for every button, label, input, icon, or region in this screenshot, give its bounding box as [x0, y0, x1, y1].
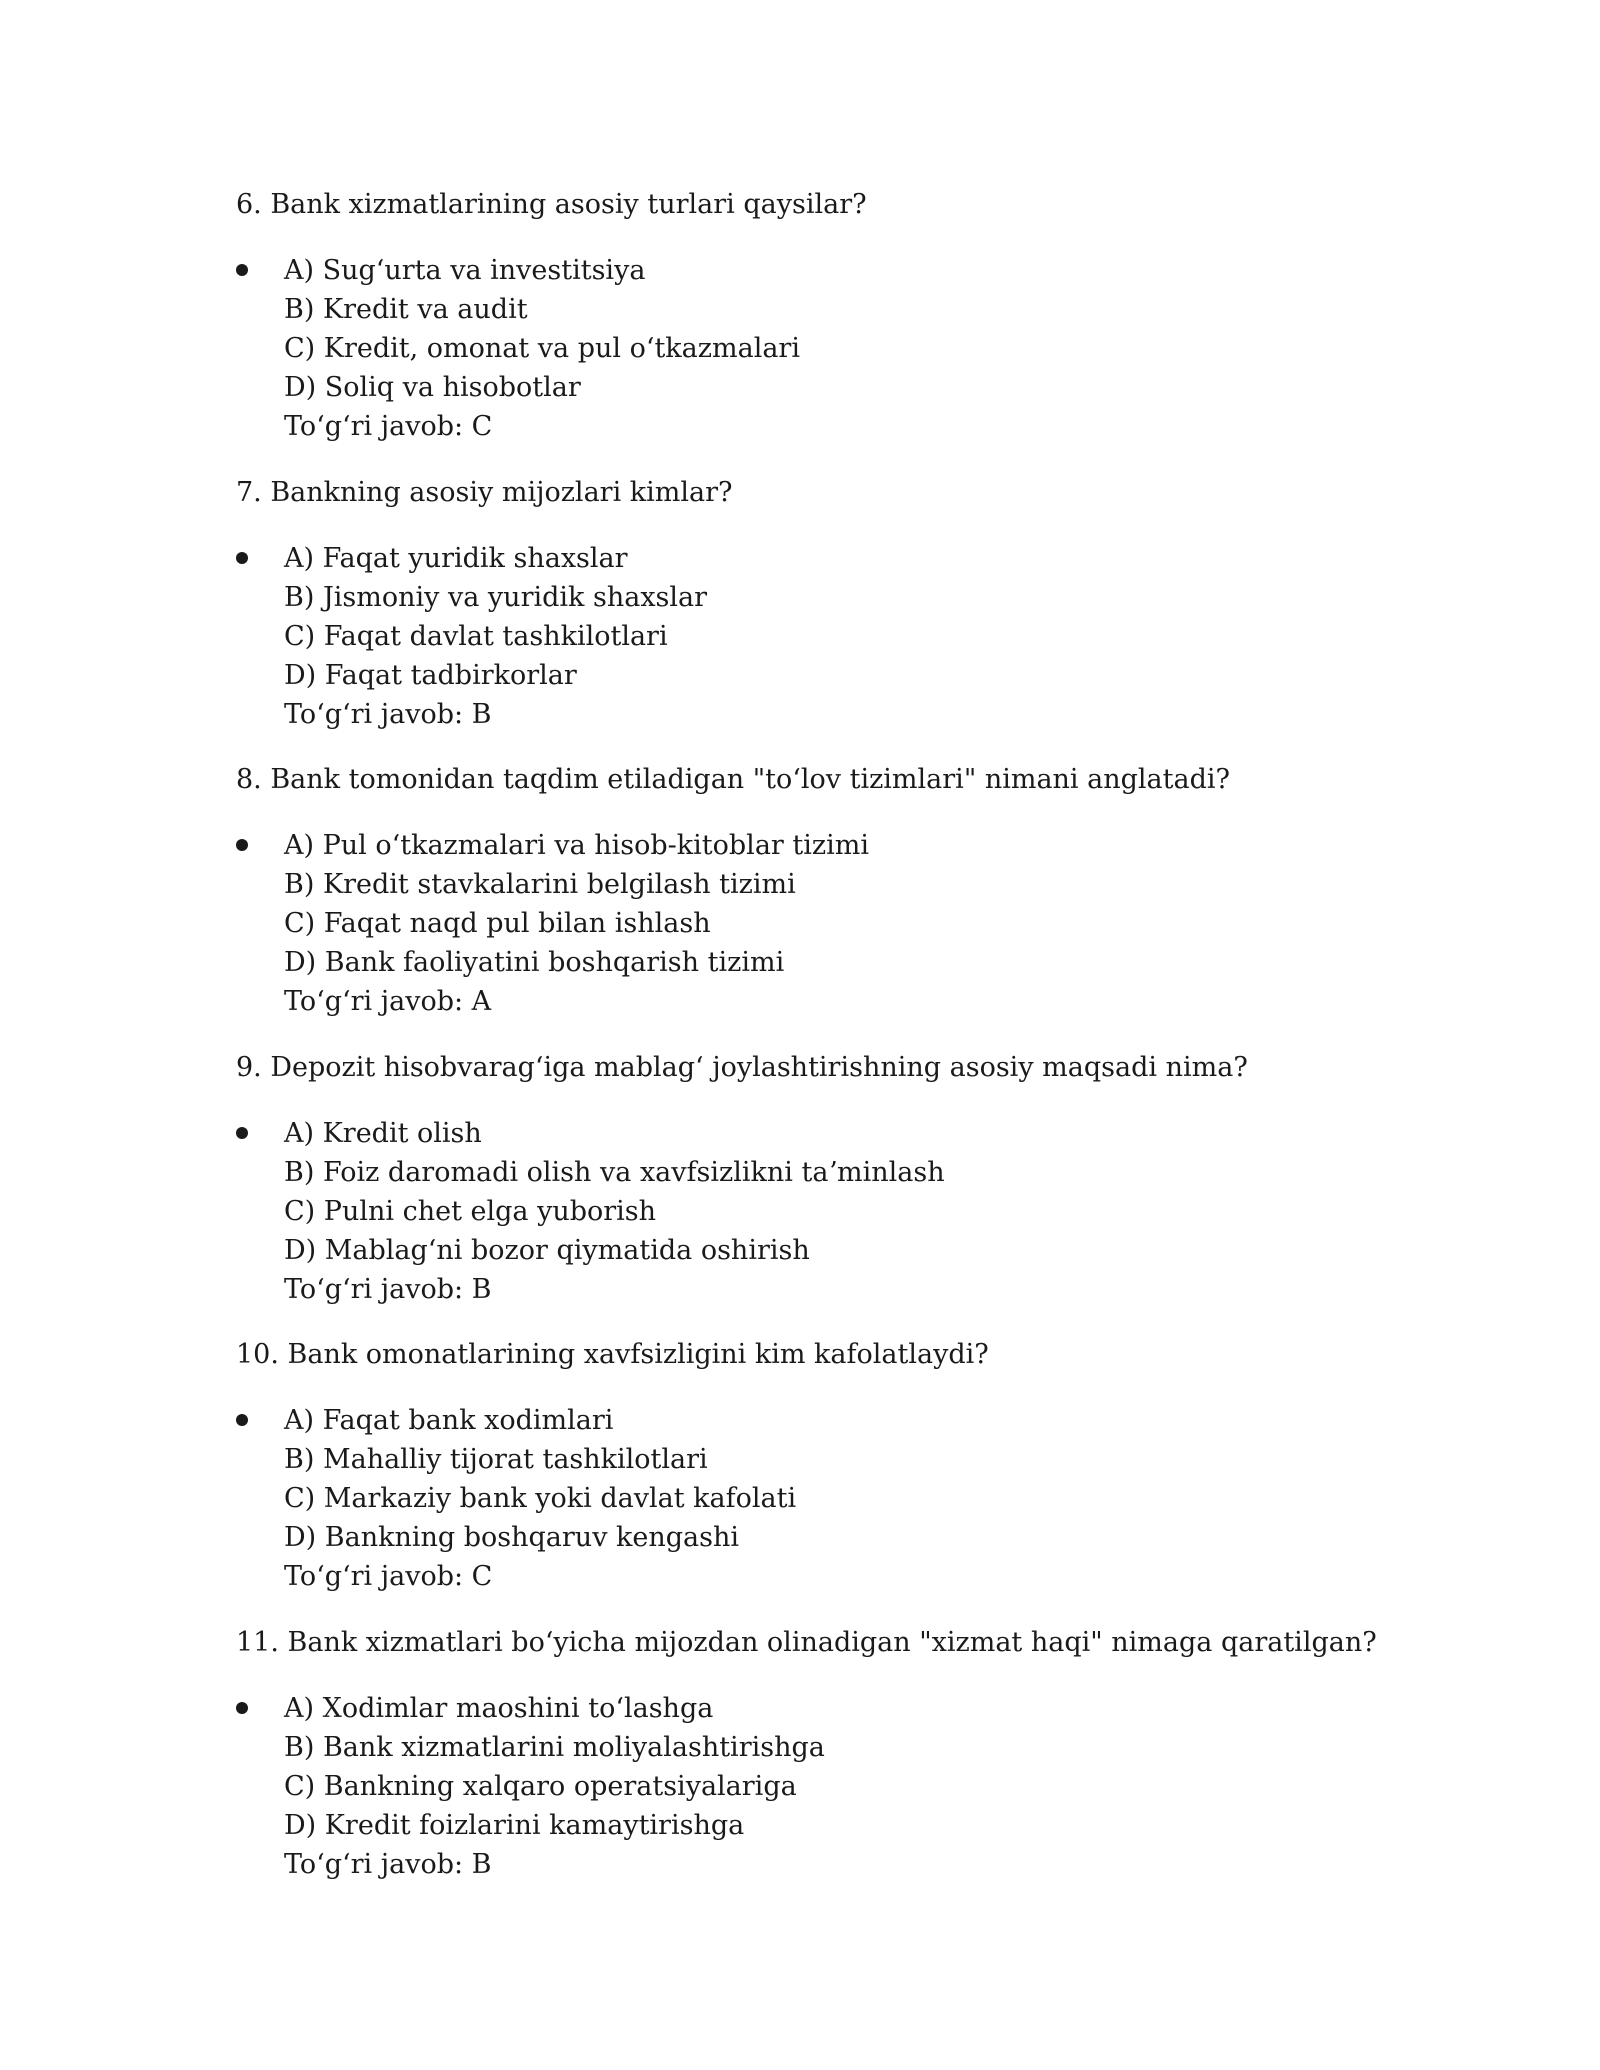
option-b: B) Foiz daromadi olish va xavfsizlikni taʼminlash	[284, 1157, 945, 1188]
option-c: C) Faqat davlat tashkilotlari	[284, 621, 668, 652]
option-a: A) Xodimlar maoshini toʻlashga	[284, 1693, 714, 1724]
option-d: D) Soliq va hisobotlar	[284, 372, 581, 403]
question-title: 10. Bank omonatlarining xavfsizligini kim kafolatlaydi?	[236, 1339, 989, 1370]
options-list	[284, 826, 869, 1021]
question-title: 8. Bank tomonidan taqdim etiladigan "toʻlov tizimlari" nimani anglatadi?	[236, 764, 1230, 795]
option-b: B) Mahalliy tijorat tashkilotlari	[284, 1444, 708, 1475]
correct-answer: Toʻgʻri javob: B	[284, 1274, 492, 1305]
option-c: C) Pulni chet elga yuborish	[284, 1196, 657, 1227]
correct-answer: Toʻgʻri javob: C	[284, 411, 493, 442]
bullet-icon	[236, 264, 248, 276]
correct-answer: Toʻgʻri javob: B	[284, 1849, 492, 1880]
option-b: B) Jismoniy va yuridik shaxslar	[284, 582, 708, 613]
option-a: A) Faqat yuridik shaxslar	[284, 543, 628, 574]
option-d: D) Kredit foizlarini kamaytirishga	[284, 1810, 745, 1841]
option-c: C) Kredit, omonat va pul oʻtkazmalari	[284, 333, 800, 364]
option-b: B) Bank xizmatlarini moliyalashtirishga	[284, 1732, 825, 1763]
option-a: A) Sugʻurta va investitsiya	[284, 255, 646, 286]
option-d: D) Bankning boshqaruv kengashi	[284, 1522, 740, 1553]
bullet-icon	[236, 1414, 248, 1426]
correct-answer: Toʻgʻri javob: A	[284, 986, 492, 1017]
question-title: 6. Bank xizmatlarining asosiy turlari qaysilar?	[236, 189, 867, 220]
option-c: C) Bankning xalqaro operatsiyalariga	[284, 1771, 797, 1802]
options-list	[284, 539, 707, 734]
bullet-icon	[236, 839, 248, 851]
option-a: A) Pul oʻtkazmalari va hisob-kitoblar tizimi	[284, 830, 869, 861]
bullet-icon	[236, 1702, 248, 1714]
options-list	[284, 1114, 945, 1309]
correct-answer: Toʻgʻri javob: B	[284, 699, 492, 730]
options-list	[284, 251, 800, 446]
option-b: B) Kredit stavkalarini belgilash tizimi	[284, 869, 796, 900]
correct-answer: Toʻgʻri javob: C	[284, 1561, 493, 1592]
option-c: C) Faqat naqd pul bilan ishlash	[284, 908, 711, 939]
option-d: D) Faqat tadbirkorlar	[284, 660, 577, 691]
question-title: 7. Bankning asosiy mijozlari kimlar?	[236, 477, 733, 508]
options-list	[284, 1689, 825, 1884]
question-title: 11. Bank xizmatlari boʻyicha mijozdan olinadigan "xizmat haqi" nimaga qaratilgan?	[236, 1627, 1377, 1658]
option-d: D) Mablagʻni bozor qiymatida oshirish	[284, 1235, 810, 1266]
bullet-icon	[236, 1127, 248, 1139]
option-b: B) Kredit va audit	[284, 294, 528, 325]
option-d: D) Bank faoliyatini boshqarish tizimi	[284, 947, 785, 978]
options-list	[284, 1401, 796, 1596]
option-c: C) Markaziy bank yoki davlat kafolati	[284, 1483, 797, 1514]
question-title: 9. Depozit hisobvaragʻiga mablagʻ joylashtirishning asosiy maqsadi nima?	[236, 1052, 1248, 1083]
option-a: A) Kredit olish	[284, 1118, 482, 1149]
bullet-icon	[236, 552, 248, 564]
option-a: A) Faqat bank xodimlari	[284, 1405, 614, 1436]
